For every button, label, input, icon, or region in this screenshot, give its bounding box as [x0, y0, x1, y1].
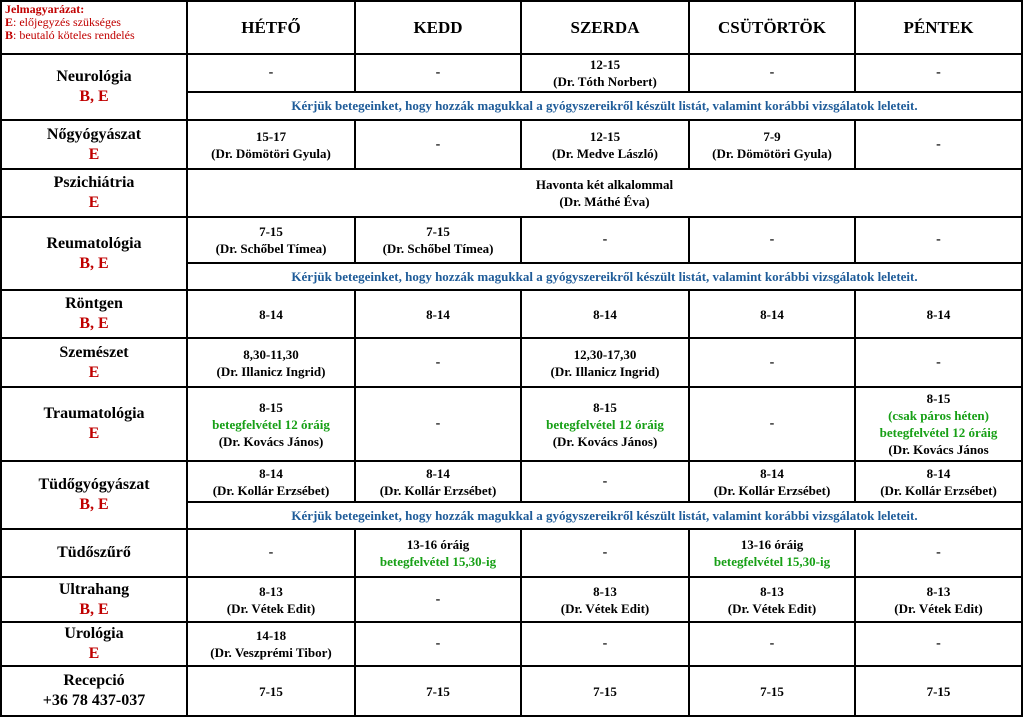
note-text: Kérjük betegeinket, hogy hozzák magukkal a gyógyszereikről készült listát, valamint korábbi vizsgálatok leleteit. — [187, 92, 1022, 120]
slot-doctor: (Dr. Illanicz Ingrid) — [550, 363, 660, 379]
cell-slot — [187, 622, 355, 666]
slot-time: 12,30-17,30 — [573, 346, 637, 362]
cell-slot — [521, 338, 689, 387]
cell-slot — [855, 387, 1022, 461]
day-header-wednesday: SZERDA — [521, 1, 689, 54]
specialty-tudogyogyaszat — [1, 461, 187, 529]
slot-time: 8-13 — [926, 583, 951, 599]
specialty-name: Szemészet — [59, 343, 129, 361]
cell-slot — [855, 461, 1022, 502]
specialty-name: Röntgen — [65, 295, 123, 312]
header-row — [1, 1, 1022, 54]
cell-slot — [355, 461, 521, 502]
cell-slot — [187, 461, 355, 502]
cell-empty: - — [187, 529, 355, 577]
cell-slot — [187, 338, 355, 387]
slot-doctor: (Dr. Kovács János) — [218, 433, 324, 449]
cell-slot — [521, 577, 689, 622]
reception-phone: +36 78 437-037 — [42, 692, 146, 709]
table-row — [1, 387, 1022, 461]
specialty-name: Nőgyógyászat — [46, 125, 142, 143]
cell-slot — [187, 120, 355, 169]
slot-intake: betegfelvétel 12 óráig — [546, 416, 664, 432]
cell-slot: 7-15 — [355, 666, 521, 716]
cell-slot — [521, 387, 689, 461]
legend-b-text: : beutaló köteles rendelés — [13, 28, 135, 42]
specialty-codes: B, E — [79, 254, 109, 272]
specialty-codes: E — [88, 145, 100, 163]
slot-time: 8-14 — [426, 465, 450, 481]
legend-title: Jelmagyarázat: — [5, 2, 85, 16]
slot-doctor: (Dr. Tóth Norbert) — [553, 74, 657, 89]
slot-doctor: (Dr. Vétek Edit) — [894, 600, 983, 616]
cell-empty: - — [355, 120, 521, 169]
cell-empty: - — [521, 622, 689, 666]
slot-time: 8-15 — [593, 399, 617, 415]
specialty-codes: B, E — [79, 496, 109, 513]
slot-time: 7-15 — [259, 224, 283, 239]
slot-time: 7-15 — [426, 224, 450, 239]
slot-time: Havonta két alkalommal — [535, 177, 674, 192]
cell-slot — [187, 577, 355, 622]
slot-time: 13-16 óráig — [740, 537, 804, 552]
cell-slot: 8-14 — [689, 290, 855, 338]
specialty-neurologia — [1, 54, 187, 120]
specialty-name: Recepció — [63, 672, 125, 689]
cell-slot — [689, 577, 855, 622]
slot-time: 8-13 — [760, 583, 784, 599]
slot-doctor: (Dr. Dömötöri Gyula) — [211, 145, 331, 161]
specialty-name: Urológia — [64, 625, 124, 642]
slot-time: 8-14 — [926, 465, 951, 481]
cell-empty: - — [855, 338, 1022, 387]
slot-doctor: (Dr. Kollár Erzsébet) — [880, 482, 997, 498]
cell-slot — [521, 120, 689, 169]
slot-doctor: (Dr. Máthé Éva) — [559, 194, 650, 209]
cell-slot — [187, 387, 355, 461]
table-row — [1, 529, 1022, 577]
slot-time: 15-17 — [255, 128, 287, 144]
specialty-name: Ultrahang — [58, 580, 130, 598]
specialty-name: Tüdőszűrő — [57, 544, 131, 561]
table-row — [1, 622, 1022, 666]
cell-slot-all-week — [187, 169, 1022, 217]
cell-empty: - — [355, 577, 521, 622]
table-row — [1, 169, 1022, 217]
note-text: Kérjük betegeinket, hogy hozzák magukkal a gyógyszereikről készült listát, valamint korábbi vizsgálatok leleteit. — [187, 502, 1022, 529]
specialty-name: Neurológia — [56, 68, 132, 85]
slot-doctor: (Dr. Kollár Erzsébet) — [713, 482, 831, 498]
legend — [1, 1, 187, 54]
specialty-pszichiatria — [1, 169, 187, 217]
specialty-name: Pszichiátria — [53, 174, 135, 191]
table-row — [1, 290, 1022, 338]
specialty-szemeszet — [1, 338, 187, 387]
cell-empty: - — [689, 387, 855, 461]
table-row — [1, 54, 1022, 92]
cell-slot — [855, 577, 1022, 622]
cell-slot: 7-15 — [855, 666, 1022, 716]
slot-time: 8-14 — [259, 465, 283, 481]
slot-time: 7-9 — [763, 128, 781, 144]
specialty-tudoszuro — [1, 529, 187, 577]
specialty-codes: E — [88, 363, 100, 381]
specialty-codes: E — [88, 194, 100, 211]
cell-empty: - — [855, 217, 1022, 263]
cell-empty: - — [355, 622, 521, 666]
cell-empty: - — [521, 461, 689, 502]
cell-slot: 8-14 — [355, 290, 521, 338]
slot-doctor: (Dr. Kollár Erzsébet) — [212, 482, 330, 498]
note-text: Kérjük betegeinket, hogy hozzák magukkal a gyógyszereikről készült listát, valamint korábbi vizsgálatok leleteit. — [187, 263, 1022, 290]
legend-e-key: E — [5, 15, 14, 29]
cell-slot — [355, 217, 521, 263]
specialty-recepcio — [1, 666, 187, 716]
slot-time: 8-15 — [259, 399, 283, 415]
table-row — [1, 577, 1022, 622]
specialty-codes: B, E — [79, 600, 109, 618]
specialty-traumatologia — [1, 387, 187, 461]
day-header-friday: PÉNTEK — [855, 1, 1022, 54]
day-header-tuesday: KEDD — [355, 1, 521, 54]
slot-time: 12-15 — [589, 57, 621, 72]
slot-intake: betegfelvétel 12 óráig — [212, 416, 330, 432]
table-row — [1, 338, 1022, 387]
cell-slot: 8-14 — [855, 290, 1022, 338]
cell-slot — [187, 217, 355, 263]
slot-time: 8-13 — [593, 583, 617, 599]
cell-slot — [689, 461, 855, 502]
cell-empty: - — [689, 54, 855, 92]
cell-empty: - — [355, 338, 521, 387]
cell-slot — [689, 529, 855, 577]
cell-empty: - — [187, 54, 355, 92]
slot-doctor: (Dr. Vétek Edit) — [560, 600, 650, 616]
cell-slot: 8-14 — [187, 290, 355, 338]
cell-empty: - — [689, 217, 855, 263]
slot-time: 13-16 óráig — [406, 537, 470, 552]
cell-empty: - — [855, 120, 1022, 169]
slot-intake: betegfelvétel 15,30-ig — [379, 554, 497, 569]
slot-time: 12-15 — [589, 128, 621, 144]
cell-empty: - — [521, 217, 689, 263]
cell-slot: 7-15 — [689, 666, 855, 716]
slot-time: 8-14 — [760, 465, 784, 481]
cell-empty: - — [855, 529, 1022, 577]
slot-intake: betegfelvétel 12 óráig — [879, 425, 998, 440]
specialty-codes: E — [88, 645, 100, 662]
slot-doctor: (Dr. Schőbel Tímea) — [382, 241, 494, 256]
specialty-urologia — [1, 622, 187, 666]
cell-empty: - — [689, 338, 855, 387]
specialty-ultrahang — [1, 577, 187, 622]
cell-slot: 7-15 — [521, 666, 689, 716]
slot-time: 14-18 — [255, 628, 287, 643]
table-row — [1, 666, 1022, 716]
specialty-rontgen — [1, 290, 187, 338]
cell-empty: - — [521, 529, 689, 577]
table-row — [1, 217, 1022, 263]
slot-doctor: (Dr. Vétek Edit) — [727, 600, 817, 616]
slot-week: (csak páros héten) — [888, 408, 989, 423]
slot-doctor: (Dr. Vétek Edit) — [226, 600, 316, 616]
specialty-name: Tüdőgyógyászat — [38, 476, 150, 493]
cell-slot: 7-15 — [187, 666, 355, 716]
specialty-nogyogyaszat — [1, 120, 187, 169]
specialty-name: Traumatológia — [43, 405, 145, 422]
slot-time: 8,30-11,30 — [243, 346, 299, 362]
cell-slot — [355, 529, 521, 577]
slot-time: 8-15 — [926, 391, 951, 406]
slot-doctor: (Dr. Kovács János — [888, 442, 989, 457]
cell-slot — [521, 54, 689, 92]
table-row — [1, 120, 1022, 169]
cell-empty: - — [689, 622, 855, 666]
slot-doctor: (Dr. Kollár Erzsébet) — [379, 482, 497, 498]
cell-slot — [689, 120, 855, 169]
cell-empty: - — [355, 54, 521, 92]
specialty-codes: E — [88, 425, 100, 442]
slot-doctor: (Dr. Illanicz Ingrid) — [216, 363, 326, 379]
legend-e-text: : előjegyzés szükséges — [13, 15, 121, 29]
cell-slot: 8-14 — [521, 290, 689, 338]
specialty-codes: B, E — [79, 315, 109, 332]
slot-doctor: (Dr. Medve László) — [551, 145, 659, 161]
slot-time: 8-13 — [259, 583, 283, 599]
specialty-codes: B, E — [79, 88, 109, 105]
slot-doctor: (Dr. Veszprémi Tibor) — [210, 645, 332, 660]
day-header-monday: HÉTFŐ — [187, 1, 355, 54]
legend-b-key: B — [5, 28, 14, 42]
cell-empty: - — [355, 387, 521, 461]
specialty-name: Reumatológia — [46, 234, 142, 252]
slot-intake: betegfelvétel 15,30-ig — [713, 554, 831, 569]
slot-doctor: (Dr. Kovács János) — [552, 433, 658, 449]
cell-empty: - — [855, 54, 1022, 92]
cell-empty: - — [855, 622, 1022, 666]
slot-doctor: (Dr. Dömötöri Gyula) — [712, 145, 832, 161]
slot-doctor: (Dr. Schőbel Tímea) — [215, 241, 327, 256]
specialty-reumatologia — [1, 217, 187, 290]
day-header-thursday: CSÜTÖRTÖK — [689, 1, 855, 54]
table-row — [1, 461, 1022, 502]
